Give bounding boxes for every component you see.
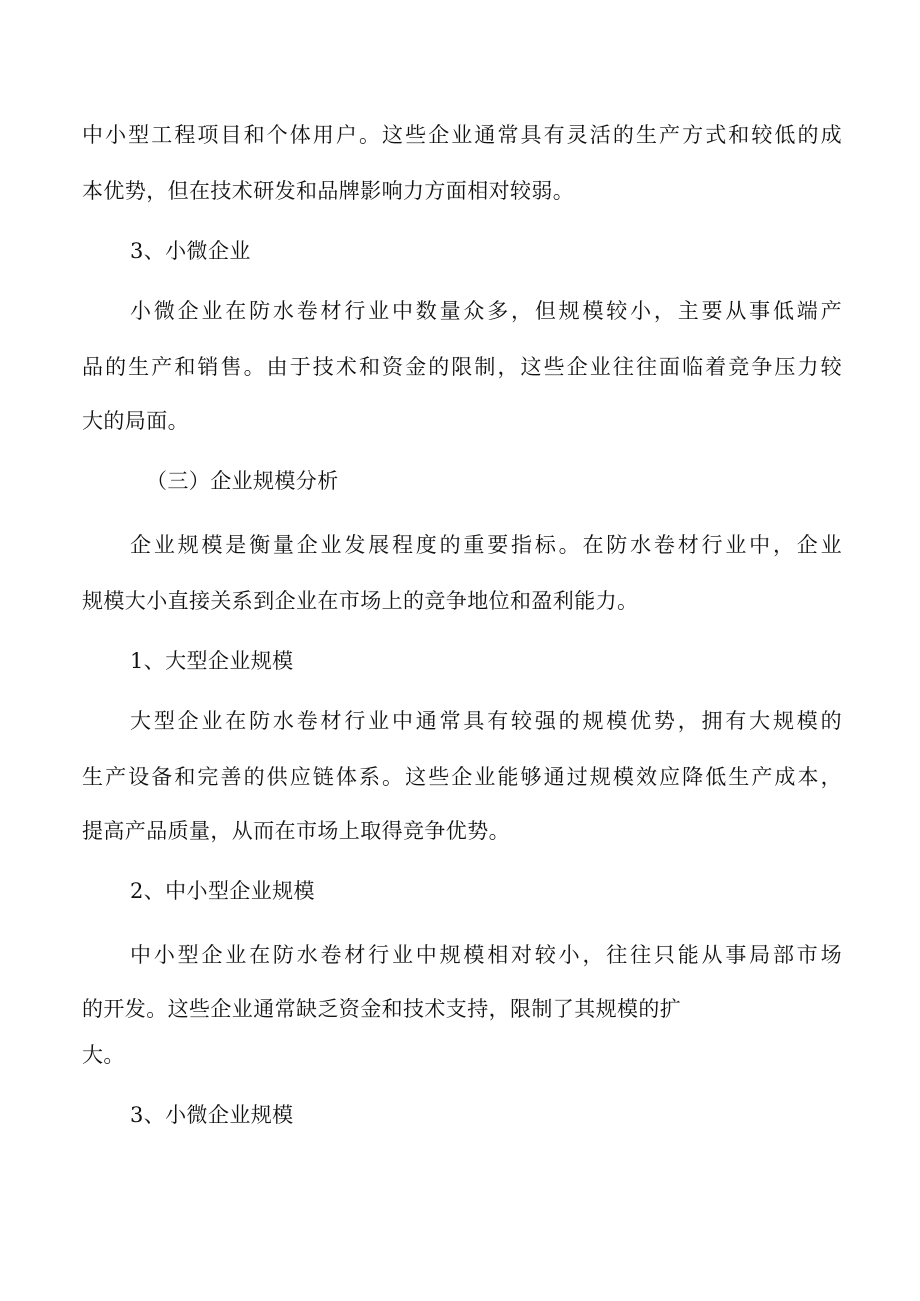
- subheading-small-micro: 3、小微企业: [130, 239, 251, 263]
- subheading-large: 1、大型企业规模: [130, 649, 294, 673]
- paragraph-line: 企业规模是衡量企业发展程度的重要指标。在防水卷材行业中，企业: [130, 533, 842, 557]
- subheading-small-micro-scale: 3、小微企业规模: [130, 1103, 294, 1127]
- paragraph-line: 中小型企业在防水卷材行业中规模相对较小，往往只能从事局部市场: [130, 943, 842, 967]
- paragraph-line: 小微企业在防水卷材行业中数量众多，但规模较小，主要从事低端产: [130, 299, 842, 323]
- paragraph-line: 规模大小直接关系到企业在市场上的竞争地位和盈利能力。: [82, 589, 639, 613]
- paragraph-line: 大。: [82, 1043, 125, 1067]
- section-heading: （三）企业规模分析: [146, 469, 339, 493]
- paragraph-line: 的开发。这些企业通常缺乏资金和技术支持，限制了其规模的扩: [82, 997, 682, 1021]
- paragraph-line: 本优势，但在技术研发和品牌影响力方面相对较弱。: [82, 179, 575, 203]
- paragraph-line: 中小型工程项目和个体用户。这些企业通常具有灵活的生产方式和较低的成: [82, 123, 842, 147]
- paragraph-line: 大的局面。: [82, 409, 189, 433]
- paragraph-line: 品的生产和销售。由于技术和资金的限制，这些企业往往面临着竞争压力较: [82, 355, 842, 379]
- subheading-medium-small: 2、中小型企业规模: [130, 879, 315, 903]
- paragraph-line: 大型企业在防水卷材行业中通常具有较强的规模优势，拥有大规模的: [130, 709, 842, 733]
- paragraph-line: 生产设备和完善的供应链体系。这些企业能够通过规模效应降低生产成本，: [82, 765, 842, 789]
- paragraph-line: 提高产品质量，从而在市场上取得竞争优势。: [82, 819, 510, 843]
